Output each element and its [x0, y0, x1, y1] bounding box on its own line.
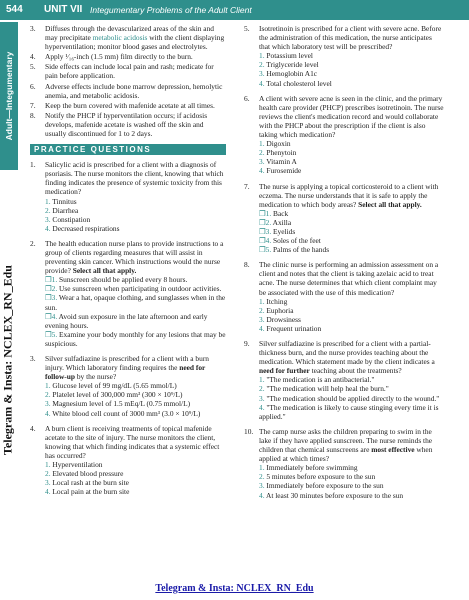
option-number: 4. — [45, 487, 53, 497]
option-number: 1. — [45, 196, 53, 206]
questions-left — [30, 160, 226, 496]
question-stem: The health education nurse plans to provide instructions to a group of clients regarding measures that will assist in preventing skin cancer. Which instructions would the nurse provide? Select all that apply. — [45, 238, 224, 276]
question-emphasis: Select all that apply. — [72, 266, 137, 276]
question-emphasis: most effective — [371, 445, 415, 455]
question — [30, 424, 226, 497]
option-number: 4. — [259, 490, 266, 500]
left-column — [30, 24, 226, 502]
option-number: 2. — [259, 472, 267, 482]
answer-option[interactable]: ❒4. Avoid sun exposure in the late afternoon and early evening hours. — [45, 311, 208, 330]
item-number: 8. — [30, 110, 36, 120]
continued-item — [30, 62, 226, 80]
question-number: 9. — [244, 339, 250, 348]
page-header — [0, 0, 469, 20]
question-body — [45, 160, 226, 233]
answer-option[interactable]: ❒2. Use sunscreen when participating in outdoor activities. — [45, 284, 222, 294]
option-number: 1. — [259, 139, 267, 149]
answer-option[interactable]: ❒1. Sunscreen should be applied every 8 hours. — [45, 275, 188, 285]
side-tab-label: Adult—Integumentary — [4, 51, 14, 141]
checkbox-icon: ❒ — [45, 311, 52, 321]
item-number: 6. — [30, 81, 36, 91]
question — [244, 427, 444, 500]
side-tab — [0, 22, 18, 170]
option-number: 3. — [259, 393, 267, 403]
answer-option[interactable]: 4. White blood cell count of 3000 mm³ (3.0 × 10⁹/L) — [45, 408, 201, 418]
question-body — [45, 424, 226, 497]
option-number: 5. — [265, 245, 274, 255]
item-text: Adverse effects include bone marrow depression, hemolytic anemia, and metabolic acidosis. — [45, 81, 223, 100]
answer-option[interactable]: 1. Tinnitus — [45, 196, 77, 206]
answer-option[interactable]: 2. Platelet level of 300,000 mm³ (300 × 10⁹/L) — [45, 390, 183, 400]
question-body — [259, 339, 444, 421]
option-number: 2. — [45, 205, 53, 215]
question-emphasis: need for further — [259, 366, 310, 376]
question-stem: The clinic nurse is performing an admission assessment on a client and notes that the client is taking azelaic acid to treat acne. The nurse determines that which client complaint may be associated with the use of this medication? — [259, 260, 439, 297]
question — [244, 260, 444, 333]
checkbox-icon: ❒ — [45, 329, 52, 339]
highlight-term: metabolic acidosis — [92, 33, 148, 43]
answer-option[interactable]: 2. Diarrhea — [45, 205, 79, 215]
option-number: 3. — [45, 214, 53, 224]
unit-title: Integumentary Problems of the Adult Client — [90, 5, 252, 15]
continued-list — [30, 24, 226, 138]
question-body — [259, 94, 444, 176]
footer-link[interactable]: Telegram & Insta: NCLEX_RN_Edu — [155, 583, 314, 594]
answer-option[interactable]: 1. Itching — [259, 296, 288, 306]
answer-option[interactable]: 3. Hemoglobin A1c — [259, 69, 318, 79]
option-number: 2. — [45, 390, 53, 400]
item-text: Apply ¹⁄₁₆-inch (1.5 mm) film directly to the burn. — [45, 52, 193, 62]
answer-option[interactable]: 2. "The medication will help heal the burn." — [259, 384, 389, 394]
answer-option[interactable]: 4. Local pain at the burn site — [45, 487, 130, 497]
option-number: 1. — [259, 375, 267, 385]
question-number: 3. — [30, 354, 36, 363]
item-number: 7. — [30, 100, 36, 110]
option-number: 2. — [45, 469, 53, 479]
continued-item — [30, 52, 226, 61]
answer-option[interactable]: ❒4. Soles of the feet — [259, 236, 321, 246]
option-number: 2. — [259, 60, 267, 70]
option-number: 4. — [45, 223, 53, 233]
checkbox-icon: ❒ — [259, 226, 266, 236]
question — [244, 94, 444, 176]
option-number: 3. — [259, 157, 267, 167]
answer-option[interactable]: 4. Furosemide — [259, 166, 302, 176]
item-text: Diffuses through the devascularized areas of the skin and may precipitate metabolic acidosis with the client displaying hyperventilation; monitor blood gases and electrolytes. — [45, 24, 225, 52]
option-number: 1. — [45, 381, 53, 391]
option-number: 3. — [51, 293, 59, 303]
option-number: 4. — [259, 323, 267, 333]
answer-option[interactable]: ❒1. Back — [259, 208, 289, 218]
answer-option[interactable]: 1. "The medication is an antibacterial." — [259, 375, 375, 385]
answer-option[interactable]: ❒2. Axilla — [259, 217, 292, 227]
answer-option[interactable]: 3. Drowsiness — [259, 314, 301, 324]
section-title: PRACTICE QUESTIONS — [34, 145, 152, 155]
answer-option[interactable]: 3. "The medication should be applied directly to the wound." — [259, 393, 440, 403]
answer-option[interactable]: 4. Frequent urination — [259, 323, 322, 333]
question-number: 1. — [30, 160, 36, 170]
answer-option[interactable]: 3. Magnesium level of 1.5 mEq/L (0.75 mmol/L) — [45, 399, 191, 409]
question-stem: The camp nurse asks the children preparing to swim in the lake if they have applied sunscreen. The nurse reminds the children that chemical sunscreens are most effective when applied at which times? — [259, 426, 433, 464]
question-number: 10. — [244, 426, 254, 436]
page-number: 544 — [6, 4, 23, 15]
item-text: Side effects can include local pain and rash; medicate for pain before application. — [45, 62, 214, 81]
question-stem: A burn client is receiving treatments of topical mafenide acetate to the site of injury. The nurse monitors the client, knowing that which finding indicates that a systemic effect has occurred? — [45, 423, 220, 460]
option-number: 5. — [51, 329, 60, 339]
question-stem: Isotretinoin is prescribed for a client with severe acne. Before the administration of this medication, the nurse anticipates that which laboratory test will be prescribed? — [259, 24, 442, 52]
option-number: 3. — [259, 69, 267, 79]
option-number: 1. — [265, 208, 274, 218]
answer-option[interactable]: ❒3. Eyelids — [259, 226, 296, 236]
question — [30, 160, 226, 233]
option-number: 3. — [259, 314, 267, 324]
question — [244, 339, 444, 421]
option-number: 4. — [259, 402, 267, 412]
answer-option[interactable]: 3. Local rash at the burn site — [45, 478, 129, 488]
question-number: 8. — [244, 260, 250, 270]
option-number: 4. — [265, 236, 274, 246]
continued-item — [30, 82, 226, 100]
answer-option[interactable]: 1. Hyperventilation — [45, 460, 103, 470]
answer-option[interactable]: 4. At least 30 minutes before exposure to the sun — [259, 490, 404, 500]
item-number: 3. — [30, 24, 36, 33]
answer-option[interactable]: ❒5. Palms of the hands — [259, 245, 330, 255]
question — [244, 24, 444, 88]
question-number: 7. — [244, 181, 250, 191]
option-number: 4. — [259, 78, 267, 88]
option-number: 2. — [259, 148, 267, 158]
option-number: 3. — [45, 478, 53, 488]
answer-option[interactable]: 2. Phenytoin — [259, 148, 297, 158]
continued-item — [30, 101, 226, 110]
option-number: 1. — [45, 460, 53, 470]
right-column — [244, 24, 444, 506]
item-text: Keep the burn covered with mafenide acetate at all times. — [45, 100, 215, 110]
option-number: 2. — [259, 305, 267, 315]
question-number: 5. — [244, 24, 250, 33]
answer-option[interactable]: 1. Immediately before swimming — [259, 463, 358, 473]
option-number: 3. — [259, 481, 267, 491]
question-body — [259, 24, 444, 88]
question-number: 6. — [244, 93, 250, 103]
option-number: 3. — [265, 226, 274, 236]
option-number: 4. — [259, 166, 267, 176]
answer-option[interactable]: 4. Decreased respirations — [45, 223, 120, 233]
answer-option[interactable]: 3. Immediately before exposure to the sun — [259, 481, 384, 491]
question-stem: Silver sulfadiazine is prescribed for a client with a partial-thickness burn, and the nurse provides teaching about the medication. Which statement made by the client indicates a need for further teaching about the treatments? — [259, 339, 435, 376]
question-number: 2. — [30, 238, 36, 248]
question — [244, 182, 444, 255]
question-emphasis: Select all that apply. — [358, 199, 422, 209]
checkbox-icon: ❒ — [45, 293, 52, 303]
answer-option[interactable]: 4. "The medication is likely to cause stinging every time it is applied." — [259, 402, 439, 421]
item-number: 4. — [30, 52, 36, 62]
checkbox-icon: ❒ — [259, 208, 266, 218]
option-number: 1. — [51, 275, 60, 285]
answer-option[interactable]: 2. Elevated blood pressure — [45, 469, 124, 479]
unit-label: UNIT VII — [44, 4, 83, 15]
answer-option[interactable]: ❒3. Wear a hat, opaque clothing, and sunglasses when in the sun. — [45, 293, 226, 312]
section-bar — [30, 144, 226, 155]
option-number: 4. — [45, 408, 53, 418]
question-body — [259, 182, 444, 255]
option-number: 1. — [259, 463, 267, 473]
question-body — [45, 354, 226, 418]
question-emphasis: need for follow-up — [45, 363, 206, 382]
watermark: Telegram & Insta: NCLEX_RN_Edu — [0, 265, 15, 455]
question-body — [259, 260, 444, 333]
answer-option[interactable]: ❒5. Examine your body monthly for any lesions that may be suspicious. — [45, 329, 226, 348]
option-number: 1. — [259, 296, 267, 306]
question-stem: Silver sulfadiazine is prescribed for a client with a burn injury. Which laboratory finding requires the need for follow-up by the nurse? — [45, 354, 209, 382]
option-number: 1. — [259, 51, 267, 61]
item-number: 5. — [30, 62, 36, 72]
question-number: 4. — [30, 423, 36, 433]
continued-item — [30, 111, 226, 138]
continued-item — [30, 24, 226, 51]
checkbox-icon: ❒ — [259, 217, 266, 227]
option-number: 2. — [265, 217, 273, 227]
answer-option[interactable]: 3. Vitamin A — [259, 157, 297, 167]
answer-option[interactable]: 1. Digoxin — [259, 139, 291, 149]
checkbox-icon: ❒ — [45, 275, 52, 285]
answer-option[interactable]: 2. Triglyceride level — [259, 60, 319, 70]
option-number: 2. — [51, 284, 60, 294]
answer-option[interactable]: 2. Euphoria — [259, 305, 294, 315]
question-stem: Salicylic acid is prescribed for a client with a diagnosis of psoriasis. The nurse monitors the client, knowing that which finding indicates the presence of systemic toxicity from this medication? — [45, 160, 224, 197]
question — [30, 354, 226, 418]
question-stem: A client with severe acne is seen in the clinic, and the primary health care provider (PHCP) prescribes isotretinoin. The nurse reviews the client's medication record and would collaborate with the PHCP about the prescription if the client is also taking which medication? — [259, 93, 444, 140]
answer-option[interactable]: 1. Potassium level — [259, 51, 313, 61]
answer-option[interactable]: 2. 5 minutes before exposure to the sun — [259, 472, 376, 482]
question — [30, 239, 226, 348]
checkbox-icon: ❒ — [259, 245, 266, 255]
checkbox-icon: ❒ — [45, 284, 52, 294]
option-number: 4. — [51, 311, 59, 321]
answer-option[interactable]: 4. Total cholesterol level — [259, 78, 332, 88]
question-body — [259, 427, 444, 500]
answer-option[interactable]: 3. Constipation — [45, 214, 91, 224]
question-body — [45, 239, 226, 348]
question-stem: The nurse is applying a topical corticosteroid to a client with eczema. The nurse understands that it is safe to apply the medication to which body areas? Select all that apply. — [259, 181, 439, 209]
option-number: 3. — [45, 399, 53, 409]
item-text: Notify the PHCP if hyperventilation occurs; if acidosis develops, mafenide acetate is washed off the skin and usually discontinued for 1 to 2 days. — [45, 110, 208, 139]
answer-option[interactable]: 1. Glucose level of 99 mg/dL (5.65 mmol/L) — [45, 381, 177, 391]
option-number: 2. — [259, 384, 267, 394]
checkbox-icon: ❒ — [259, 236, 266, 246]
